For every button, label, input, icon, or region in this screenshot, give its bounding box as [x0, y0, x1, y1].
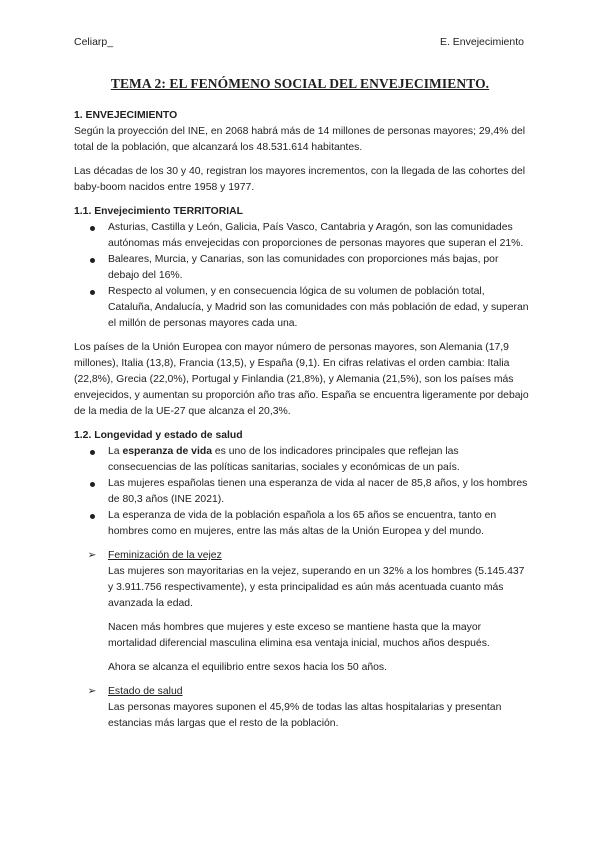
territorial-list: [74, 220, 530, 332]
longevidad-list: [74, 444, 530, 540]
list-item: Baleares, Murcia, y Canarias, son las comunidades con proporciones más bajas, por debajo del 16%.: [74, 252, 530, 284]
subsection-title: Estado de salud: [108, 686, 183, 697]
header-subject: E. Envejecimiento: [439, 36, 524, 48]
subsection-estado-salud: [74, 684, 530, 732]
document-body: [74, 108, 530, 732]
subsection-feminizacion: [74, 548, 530, 676]
list-item: Respecto al volumen, y en consecuencia lógica de su volumen de población total, Cataluña, Andalucía, y Madrid son las comunidades con más población de edad, y superan el millón de personas mayores cada una.: [74, 284, 530, 332]
page-title: TEMA 2: EL FENÓMENO SOCIAL DEL ENVEJECIMIENTO.: [110, 76, 490, 91]
bold-term: esperanza de vida: [122, 446, 212, 457]
list-item: La esperanza de vida es uno de los indicadores principales que reflejan las consecuencias de las políticas sanitarias, sociales y económicas de un país.: [74, 444, 530, 476]
paragraph-proyeccion: Según la proyección del INE, en 2068 habrá más de 14 millones de personas mayores; 29,4% del total de la población, que alcanzará los 48.531.614 habitantes.: [74, 126, 526, 153]
list-item: La esperanza de vida de la población española a los 65 años se encuentra, tanto en hombres como en mujeres, entre las más altas de la Unión Europea y del mundo.: [74, 508, 530, 540]
list-item: Asturias, Castilla y León, Galicia, País Vasco, Cantabria y Aragón, son las comunidades autónomas más envejecidas con proporciones de personas mayores que superan el 21%.: [74, 220, 530, 252]
bullet-icon: [90, 226, 95, 231]
section-heading-territorial: 1.1. Envejecimiento TERRITORIAL: [74, 206, 243, 217]
arrow-bullet-icon: ➢: [87, 550, 97, 561]
paragraph: Ahora se alcanza el equilibrio entre sexos hacia los 50 años.: [108, 662, 387, 673]
paragraph: Las personas mayores suponen el 45,9% de todas las altas hospitalarias y presentan estancias más largas que el resto de la población.: [108, 702, 502, 729]
list-item: Las mujeres españolas tienen una esperanza de vida al nacer de 85,8 años, y los hombres de 80,3 años (INE 2021).: [74, 476, 530, 508]
arrow-bullet-icon: ➢: [87, 686, 97, 697]
subsection-title: Feminización de la vejez: [108, 550, 222, 561]
bullet-icon: [90, 450, 95, 455]
paragraph: Nacen más hombres que mujeres y este exceso se mantiene hasta que la mayor mortalidad diferencial masculina elimina esa ventaja inicial, muchos años después.: [108, 622, 490, 649]
paragraph-union-europea: Los países de la Unión Europea con mayor número de personas mayores, son Alemania (17,9 millones), Italia (13,8), Francia (13,5), y España (9,1). En cifras relativas el orden cambia: Italia (22,8%), Grecia (22,0%), Portugal y Finlandia (21,8%), y Alemania (21,5%), son los países más envejecidos, y aumentan su proporción año tras año. España se encuentra ligeramente por debajo de la media de la UE-27 que alcanza el 20,3%.: [74, 342, 529, 417]
bullet-icon: [90, 290, 95, 295]
bullet-icon: [90, 514, 95, 519]
paragraph: Las mujeres son mayoritarias en la vejez, superando en un 32% a los hombres (5.145.437 y 3.911.756 respectivamente), y esta principalidad es aún más acentuada cuanto más avanzada la edad.: [108, 566, 525, 609]
section-heading-longevidad: 1.2. Longevidad y estado de salud: [74, 430, 243, 441]
bullet-icon: [90, 482, 95, 487]
bullet-icon: [90, 258, 95, 263]
paragraph-decadas: Las décadas de los 30 y 40, registran los mayores incrementos, con la llegada de las cohortes del baby-boom nacidos entre 1958 y 1977.: [74, 166, 526, 193]
section-heading-envejecimiento: 1. ENVEJECIMIENTO: [74, 110, 178, 121]
header-author: Celiarp_: [74, 36, 114, 48]
